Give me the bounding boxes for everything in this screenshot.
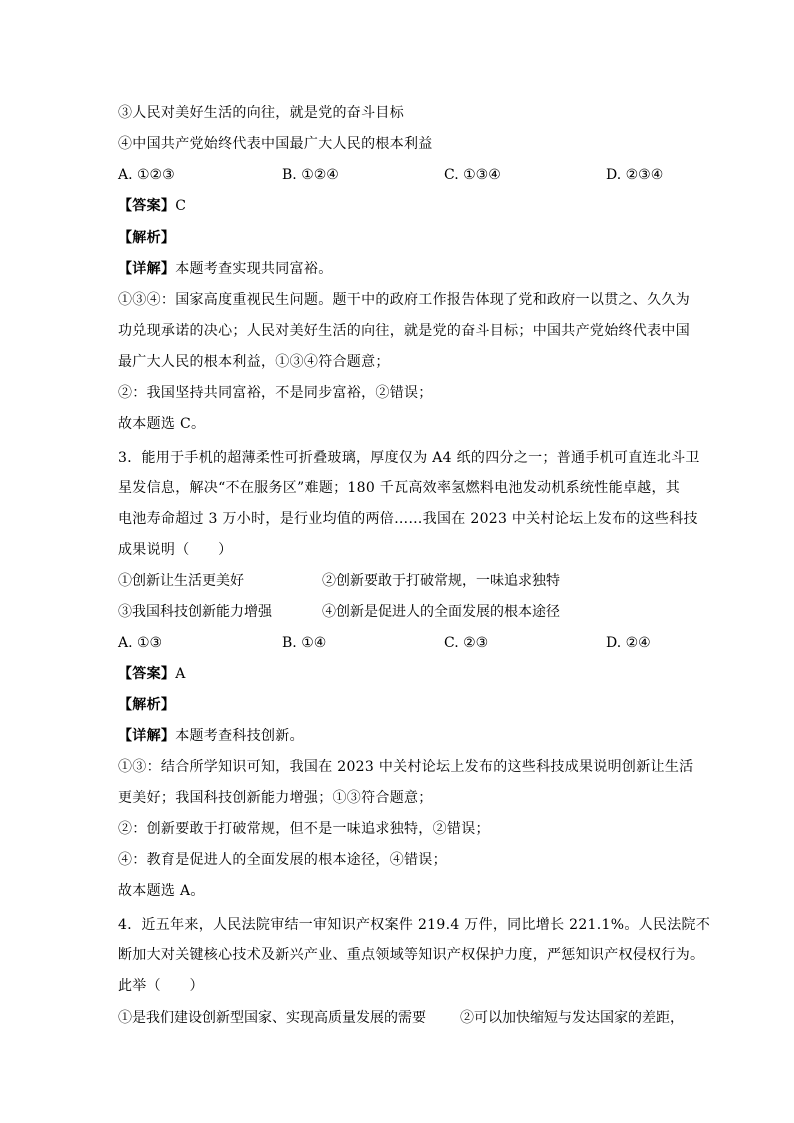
q3-analysis-label: 【解析】 bbox=[118, 697, 176, 713]
q4-stem-line: 断加大对关键核心技术及新兴产业、重点领域等知识产权保护力度，严惩知识产权侵权行为。 bbox=[118, 947, 705, 963]
q3-option-a: A. ①③ bbox=[118, 635, 163, 651]
q3-analysis-line: ①③：结合所学知识可知，我国在 2023 中关村论坛上发布的这些科技成果说明创新让生活 bbox=[118, 759, 694, 775]
q2-analysis-line: ①③④：国家高度重视民生问题。题干中的政府工作报告体现了党和政府一以贯之、久久为 bbox=[118, 292, 690, 308]
answer-label: 【答案】 bbox=[118, 666, 176, 682]
q3-stem-line: 3．能用于手机的超薄柔性可折叠玻璃，厚度仅为 A4 纸的四分之一；普通手机可直连北斗卫 bbox=[118, 450, 700, 466]
q2-option-b: B. ①②④ bbox=[282, 167, 339, 183]
q4-item-1: ①是我们建设创新型国家、实现高质量发展的需要 bbox=[118, 1010, 426, 1026]
q2-answer bbox=[118, 197, 186, 215]
q3-item-4: ④创新是促进人的全面发展的根本途径 bbox=[322, 604, 560, 620]
q4-item-2: ②可以加快缩短与发达国家的差距， bbox=[460, 1010, 684, 1026]
q2-analysis-line: ②：我国坚持共同富裕，不是同步富裕，②错误； bbox=[118, 385, 433, 401]
q2-analysis-line: 故本题选 C。 bbox=[118, 416, 206, 432]
q2-analysis-line: 最广大人民的根本利益，①③④符合题意； bbox=[118, 354, 390, 370]
q3-analysis-line: ④：教育是促进人的全面发展的根本途径，④错误； bbox=[118, 852, 447, 868]
answer-value: A bbox=[175, 666, 186, 682]
q3-option-b: B. ①④ bbox=[282, 635, 327, 651]
q3-option-c: C. ②③ bbox=[444, 635, 489, 651]
detail-label: 【详解】 bbox=[118, 261, 176, 277]
q3-analysis-line: 更美好；我国科技创新能力增强；①③符合题意； bbox=[118, 790, 433, 806]
q3-analysis-line: 故本题选 A。 bbox=[118, 883, 205, 899]
q3-stem-line: 电池寿命超过 3 万小时，是行业均值的两倍……我国在 2023 中关村论坛上发布的这些科技 bbox=[118, 511, 698, 527]
detail-label: 【详解】 bbox=[118, 728, 176, 744]
detail-text: 本题考查实现共同富裕。 bbox=[175, 261, 333, 277]
q3-item-3: ③我国科技创新能力增强 bbox=[118, 604, 272, 620]
q2-analysis-label: 【解析】 bbox=[118, 230, 176, 246]
detail-text: 本题考查科技创新。 bbox=[175, 728, 304, 744]
q4-stem-line: 此举（ ） bbox=[118, 978, 204, 994]
q3-option-d: D. ②④ bbox=[606, 635, 651, 651]
answer-value: C bbox=[175, 198, 187, 214]
q2-option-a: A. ①②③ bbox=[118, 167, 175, 183]
q3-stem-line: 星发信息，解决“不在服务区”难题；180 千瓦高效率氢燃料电池发动机系统性能卓越，其 bbox=[118, 480, 681, 496]
q2-item-3: ③人民对美好生活的向往，就是党的奋斗目标 bbox=[118, 105, 404, 121]
q3-answer bbox=[118, 665, 186, 683]
q2-option-c: C. ①③④ bbox=[444, 167, 501, 183]
q3-item-1: ①创新让生活更美好 bbox=[118, 573, 244, 589]
q3-item-2: ②创新要敢于打破常规，一味追求独特 bbox=[322, 573, 560, 589]
q2-analysis-line: 功兑现承诺的决心；人民对美好生活的向往，就是党的奋斗目标；中国共产党始终代表中国 bbox=[118, 323, 690, 339]
q3-stem-line: 成果说明（ ） bbox=[118, 542, 233, 558]
q2-detail bbox=[118, 260, 333, 278]
answer-label: 【答案】 bbox=[118, 198, 176, 214]
q2-item-4: ④中国共产党始终代表中国最广大人民的根本利益 bbox=[118, 136, 433, 152]
q3-analysis-line: ②：创新要敢于打破常规，但不是一味追求独特，②错误； bbox=[118, 821, 490, 837]
q3-detail bbox=[118, 727, 304, 745]
q2-option-d: D. ②③④ bbox=[606, 167, 664, 183]
q4-stem-line: 4．近五年来，人民法院审结一审知识产权案件 219.4 万件，同比增长 221.1%。人民法院不 bbox=[118, 917, 711, 933]
